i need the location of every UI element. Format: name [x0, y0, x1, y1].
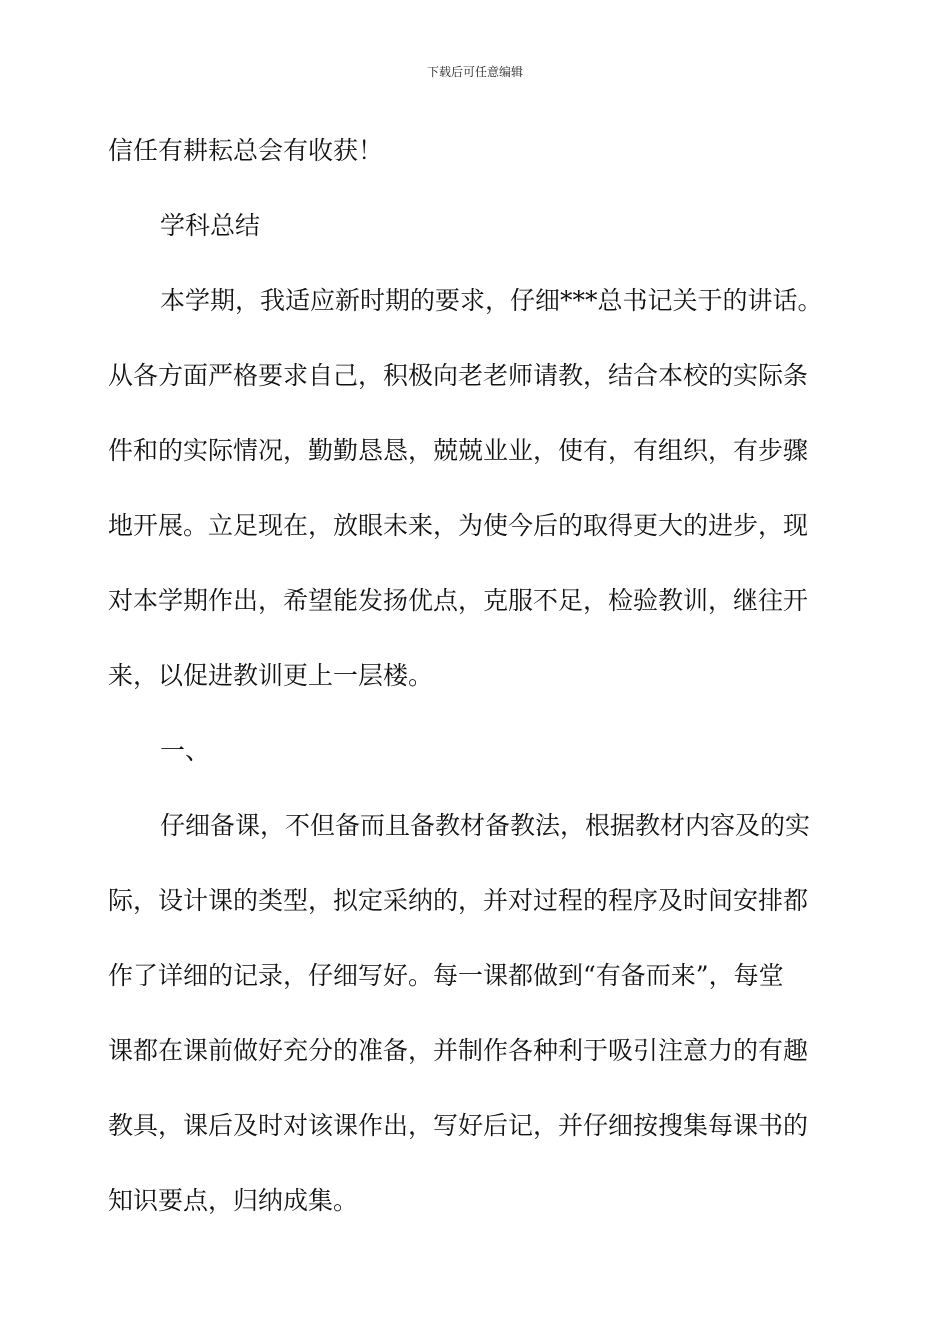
paragraph-line: 课都在课前做好充分的准备，并制作各种利于吸引注意力的有趣	[108, 1036, 809, 1065]
paragraph-line: 从各方面严格要求自己，积极向老老师请教，结合本校的实际条	[108, 361, 809, 390]
closing-line: 信任有耕耘总会有收获！	[108, 136, 384, 165]
page-header: 下载后可任意编辑	[426, 65, 523, 79]
paragraph-line: 作了详细的记录，仔细写好。每一课都做到“有备而来”，每堂	[108, 961, 784, 990]
paragraph-line: 本学期，我适应新时期的要求，仔细***总书记关于的讲话。	[160, 286, 823, 315]
section-number: 一、	[160, 736, 211, 765]
paragraph-line: 来，以促进教训更上一层楼。	[108, 661, 434, 690]
paragraph-line: 件和的实际情况，勤勤恳恳，兢兢业业，使有，有组织，有步骤	[108, 436, 809, 465]
paragraph-line: 际，设计课的类型，拟定采纳的，并对过程的程序及时间安排都	[108, 886, 809, 915]
section-title: 学科总结	[160, 211, 261, 240]
paragraph-line: 对本学期作出，希望能发扬优点，克服不足，检验教训，继往开	[108, 586, 809, 615]
paragraph-line: 知识要点，归纳成集。	[108, 1186, 359, 1215]
paragraph-line: 教具，课后及时对该课作出，写好后记，并仔细按搜集每课书的	[108, 1111, 809, 1140]
paragraph-line: 仔细备课，不但备而且备教材备教法，根据教材内容及的实	[160, 811, 811, 840]
paragraph-line: 地开展。立足现在，放眼未来，为使今后的取得更大的进步，现	[108, 511, 809, 540]
